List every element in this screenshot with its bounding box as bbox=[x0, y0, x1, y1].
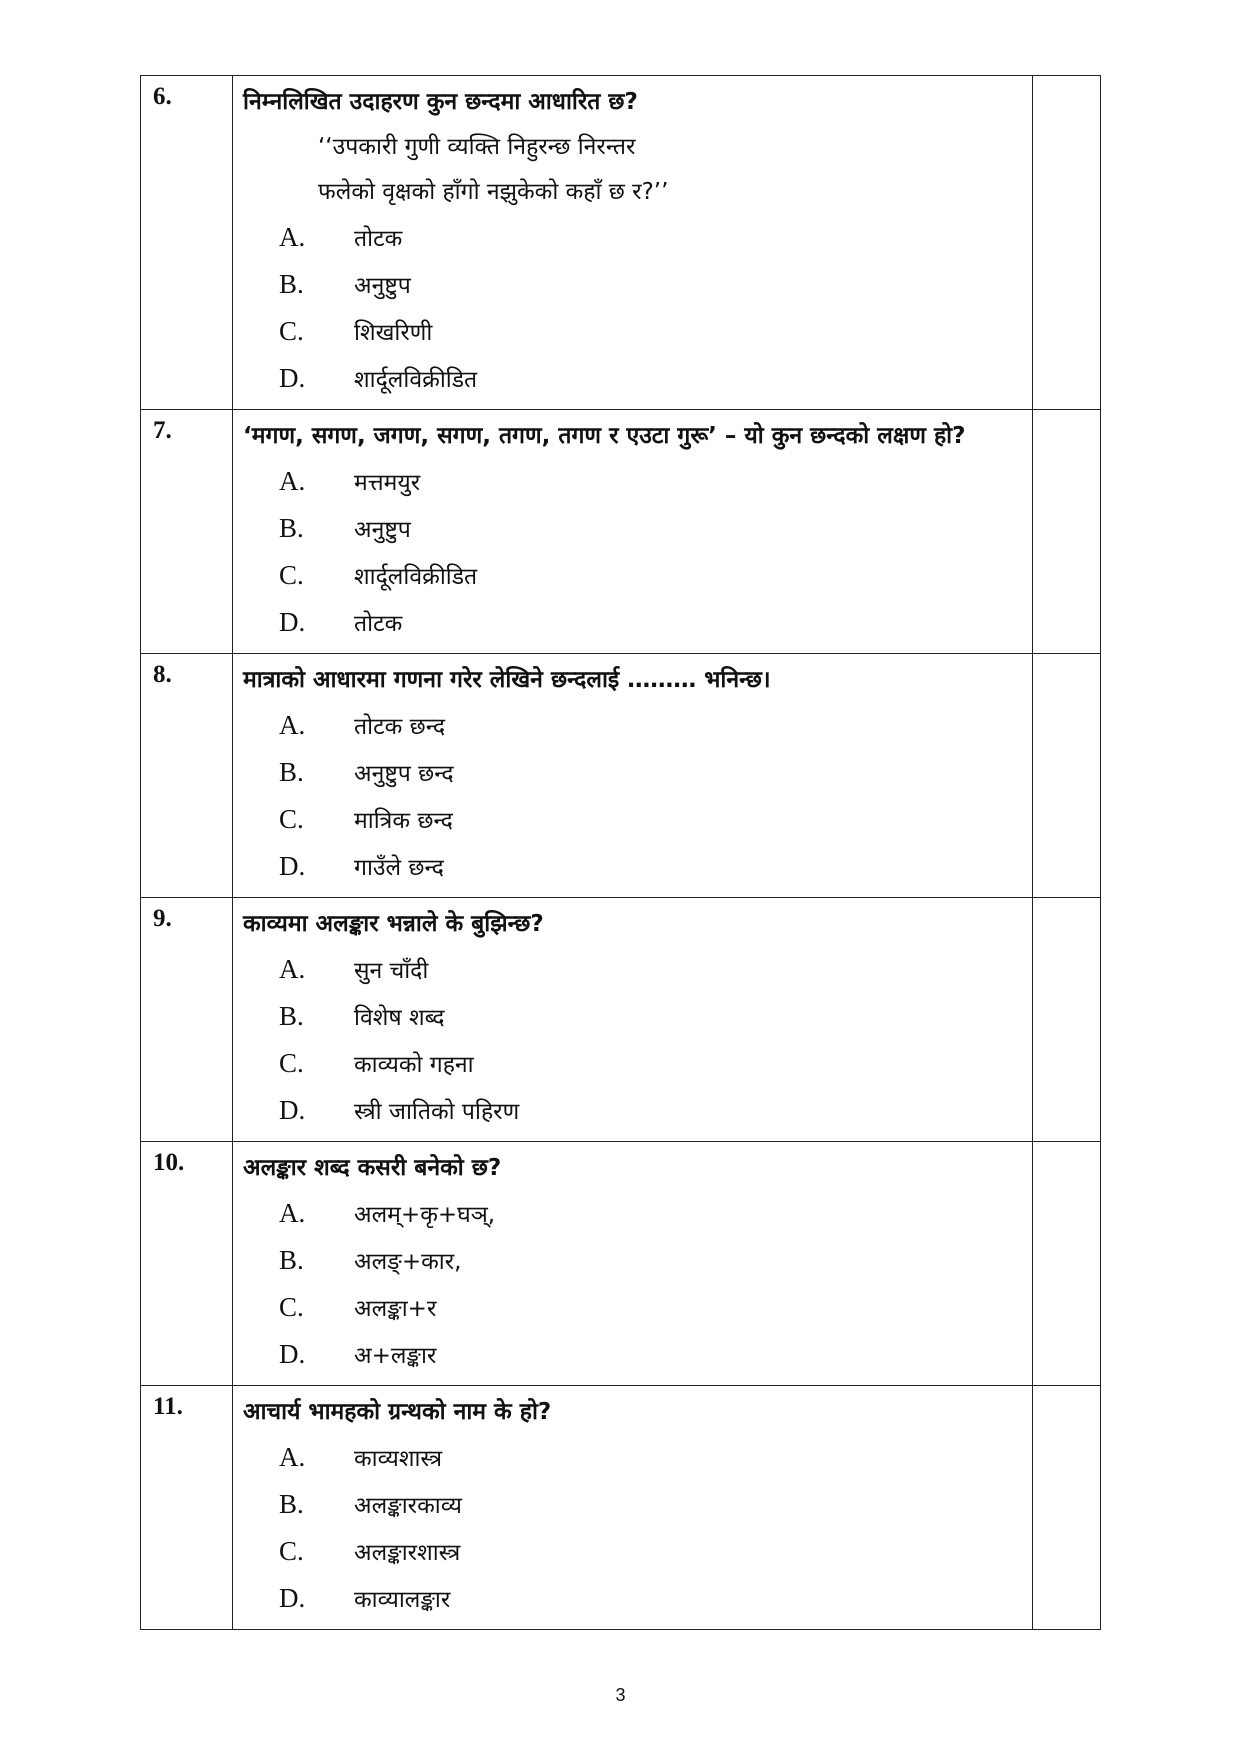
answer-option bbox=[243, 459, 1024, 506]
question-row bbox=[141, 898, 1101, 1142]
option-letter: D. bbox=[279, 1339, 306, 1369]
option-text: अनुष्टुप bbox=[354, 517, 411, 543]
answer-option bbox=[243, 1435, 1024, 1482]
marks-cell bbox=[1033, 410, 1101, 654]
answer-option bbox=[243, 506, 1024, 553]
option-letter: A. bbox=[279, 1198, 306, 1228]
question-number: 9. bbox=[141, 898, 233, 1142]
option-text: काव्यालङ्कार bbox=[354, 1587, 451, 1613]
question-text: आचार्य भामहको ग्रन्थको नाम के हो? bbox=[243, 1399, 552, 1425]
question-text: ‘मगण, सगण, जगण, सगण, तगण, तगण र एउटा गुरू’ – यो कुन छन्दको लक्षण हो? bbox=[243, 423, 966, 449]
marks-cell bbox=[1033, 654, 1101, 898]
option-letter: A. bbox=[279, 954, 306, 984]
option-letter: C. bbox=[279, 560, 304, 590]
answer-option bbox=[243, 1088, 1024, 1135]
question-number: 7. bbox=[141, 410, 233, 654]
option-letter: B. bbox=[279, 1245, 304, 1275]
question-number: 8. bbox=[141, 654, 233, 898]
answer-option bbox=[243, 703, 1024, 750]
option-text: अलङ्का+र bbox=[354, 1296, 437, 1322]
option-letter: C. bbox=[279, 1048, 304, 1078]
option-letter: A. bbox=[279, 1442, 306, 1472]
option-text: अलम्+कृ+घञ्, bbox=[354, 1202, 496, 1228]
option-text: मत्तमयुर bbox=[354, 470, 421, 496]
question-row bbox=[141, 1142, 1101, 1386]
option-letter: C. bbox=[279, 316, 304, 346]
question-text: अलङ्कार शब्द कसरी बनेको छ? bbox=[243, 1155, 502, 1181]
question-number: 6. bbox=[141, 76, 233, 410]
answer-option bbox=[243, 1041, 1024, 1088]
option-letter: D. bbox=[279, 1095, 306, 1125]
option-letter: C. bbox=[279, 804, 304, 834]
question-number: 10. bbox=[141, 1142, 233, 1386]
option-letter: A. bbox=[279, 710, 306, 740]
option-text: अलङ्+कार, bbox=[354, 1249, 462, 1275]
option-text: शार्दूलविक्रीडित bbox=[354, 564, 478, 590]
option-letter: D. bbox=[279, 363, 306, 393]
question-body bbox=[233, 1142, 1033, 1386]
marks-cell bbox=[1033, 76, 1101, 410]
option-text: काव्यशास्त्र bbox=[354, 1446, 443, 1472]
marks-cell bbox=[1033, 1142, 1101, 1386]
marks-cell bbox=[1033, 898, 1101, 1142]
answer-option bbox=[243, 1482, 1024, 1529]
answer-option bbox=[243, 1332, 1024, 1379]
option-letter: A. bbox=[279, 466, 306, 496]
question-row bbox=[141, 654, 1101, 898]
option-text: अलङ्कारकाव्य bbox=[354, 1493, 462, 1519]
question-text: काव्यमा अलङ्कार भन्नाले के बुझिन्छ? bbox=[243, 911, 544, 937]
answer-option bbox=[243, 750, 1024, 797]
option-text: सुन चाँदी bbox=[354, 958, 429, 984]
option-text: अ+लङ्कार bbox=[354, 1343, 437, 1369]
option-letter: C. bbox=[279, 1292, 304, 1322]
question-body bbox=[233, 1386, 1033, 1630]
answer-option bbox=[243, 994, 1024, 1041]
option-letter: D. bbox=[279, 1583, 306, 1613]
option-text: गाउँले छन्द bbox=[354, 855, 444, 881]
option-text: अलङ्कारशास्त्र bbox=[354, 1540, 461, 1566]
answer-option bbox=[243, 1576, 1024, 1623]
question-row bbox=[141, 1386, 1101, 1630]
option-letter: D. bbox=[279, 851, 306, 881]
option-letter: D. bbox=[279, 607, 306, 637]
answer-option bbox=[243, 1529, 1024, 1576]
answer-option bbox=[243, 309, 1024, 356]
option-letter: A. bbox=[279, 222, 306, 252]
option-letter: B. bbox=[279, 1001, 304, 1031]
answer-option bbox=[243, 215, 1024, 262]
question-text: मात्राको आधारमा गणना गरेर लेखिने छन्दलाई ……… भनिन्छ। bbox=[243, 667, 771, 693]
question-text: निम्नलिखित उदाहरण कुन छन्दमा आधारित छ? bbox=[243, 89, 638, 115]
answer-option bbox=[243, 1285, 1024, 1332]
option-text: स्त्री जातिको पहिरण bbox=[354, 1099, 520, 1125]
question-body bbox=[233, 898, 1033, 1142]
option-text: विशेष शब्द bbox=[354, 1005, 445, 1031]
quote-line: फलेको वृक्षको हाँगो नझुकेको कहाँ छ र?’’ bbox=[318, 179, 669, 205]
question-table bbox=[140, 75, 1101, 1630]
question-rows bbox=[141, 76, 1101, 1630]
option-text: शार्दूलविक्रीडित bbox=[354, 367, 478, 393]
option-text: तोटक छन्द bbox=[354, 714, 446, 740]
option-text: मात्रिक छन्द bbox=[354, 808, 453, 834]
option-letter: B. bbox=[279, 1489, 304, 1519]
marks-cell bbox=[1033, 1386, 1101, 1630]
answer-option bbox=[243, 356, 1024, 403]
page-number: 3 bbox=[615, 1685, 626, 1705]
option-letter: C. bbox=[279, 1536, 304, 1566]
option-text: तोटक bbox=[354, 226, 403, 252]
question-row bbox=[141, 76, 1101, 410]
question-body bbox=[233, 410, 1033, 654]
quote-line: ‘‘उपकारी गुणी व्यक्ति निहुरन्छ निरन्तर bbox=[318, 134, 636, 160]
option-letter: B. bbox=[279, 757, 304, 787]
answer-option bbox=[243, 947, 1024, 994]
answer-option bbox=[243, 1191, 1024, 1238]
option-letter: B. bbox=[279, 269, 304, 299]
question-body bbox=[233, 76, 1033, 410]
question-number: 11. bbox=[141, 1386, 233, 1630]
option-text: अनुष्टुप छन्द bbox=[354, 761, 454, 787]
question-row bbox=[141, 410, 1101, 654]
answer-option bbox=[243, 797, 1024, 844]
option-letter: B. bbox=[279, 513, 304, 543]
option-text: काव्यको गहना bbox=[354, 1052, 474, 1078]
option-text: अनुष्टुप bbox=[354, 273, 411, 299]
question-body bbox=[233, 654, 1033, 898]
answer-option bbox=[243, 553, 1024, 600]
answer-option bbox=[243, 844, 1024, 891]
option-text: शिखरिणी bbox=[354, 320, 433, 346]
answer-option bbox=[243, 262, 1024, 309]
answer-option bbox=[243, 600, 1024, 647]
option-text: तोटक bbox=[354, 611, 403, 637]
answer-option bbox=[243, 1238, 1024, 1285]
